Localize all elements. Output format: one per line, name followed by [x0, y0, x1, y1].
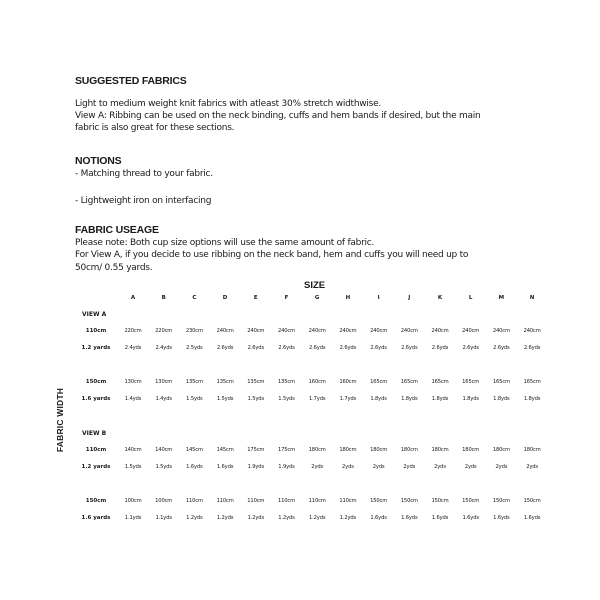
table-cell: 240cm [431, 328, 449, 334]
table-cell: 180cm [308, 447, 326, 453]
fabric-width-row-label: 150cm [85, 498, 107, 504]
table-cell: 110cm [277, 498, 296, 504]
fabric-width-row-label: 110cm [85, 328, 107, 334]
table-cell: 110cm [308, 498, 326, 504]
table-cell: 165cm [370, 379, 388, 385]
table-cell: 175cm [247, 447, 265, 453]
table-cell: 110cm [185, 498, 203, 504]
table-cell: 1.6yds [370, 515, 387, 521]
size-column-header: L [468, 295, 473, 301]
table-cell: 1.6yds [216, 464, 234, 470]
notions-heading: NOTIONS [75, 155, 122, 167]
fabric-width-row-label: 1.2 yards [81, 464, 111, 470]
size-column-header: C [192, 295, 197, 301]
table-cell: 2.6yds [247, 345, 265, 351]
table-cell: 140cm [124, 447, 142, 453]
size-column-header: H [345, 295, 351, 301]
table-cell: 1.6yds [462, 515, 479, 521]
table-cell: 175cm [277, 447, 296, 453]
table-cell: 2yds [526, 464, 538, 470]
suggested-fabrics-heading: SUGGESTED FABRICS [75, 75, 187, 87]
table-cell: 2yds [464, 464, 477, 470]
size-column-header: B [161, 295, 166, 301]
table-cell: 180cm [400, 447, 418, 453]
table-cell: 1.2yds [308, 515, 326, 521]
table-cell: 165cm [400, 379, 418, 385]
table-cell: 180cm [339, 447, 357, 453]
table-cell: 2.6yds [523, 345, 541, 351]
size-column-header: G [314, 295, 320, 301]
table-cell: 230cm [185, 328, 203, 334]
table-cell: 220cm [155, 328, 173, 334]
view-label: VIEW B [82, 430, 107, 437]
table-cell: 130cm [155, 379, 173, 385]
table-cell: 180cm [462, 447, 480, 453]
table-cell: 2.6yds [370, 345, 387, 351]
table-cell: 110cm [216, 498, 234, 504]
table-cell: 2.6yds [493, 345, 510, 351]
table-cell: 1.6yds [493, 515, 510, 521]
table-cell: 180cm [370, 447, 388, 453]
table-cell: 130cm [124, 379, 142, 385]
table-cell: 160cm [339, 379, 357, 385]
table-cell: 165cm [492, 379, 510, 385]
table-cell: 240cm [216, 328, 234, 334]
table-cell: 2.6yds [431, 345, 449, 351]
table-cell: 1.2yds [247, 515, 265, 521]
table-cell: 1.4yds [124, 396, 142, 402]
table-cell: 220cm [124, 328, 142, 334]
table-cell: 2yds [403, 464, 416, 470]
table-cell: 2.6yds [308, 345, 326, 351]
size-column-header: M [498, 295, 505, 301]
table-cell: 165cm [431, 379, 449, 385]
table-cell: 240cm [339, 328, 357, 334]
table-cell: 1.5yds [278, 396, 295, 402]
table-cell: 2.6yds [401, 345, 418, 351]
table-cell: 180cm [492, 447, 510, 453]
table-cell: 1.7yds [308, 396, 326, 402]
size-column-header: F [284, 295, 289, 301]
size-column-header: I [377, 295, 380, 301]
table-cell: 1.1yds [155, 515, 172, 521]
size-column-header: D [222, 295, 228, 301]
table-cell: 135cm [247, 379, 265, 385]
table-cell: 160cm [308, 379, 326, 385]
size-column-header: N [529, 295, 535, 301]
table-cell: 1.2yds [339, 515, 357, 521]
table-cell: 1.2yds [186, 515, 203, 521]
table-cell: 1.8yds [493, 396, 510, 402]
table-cell: 100cm [124, 498, 142, 504]
table-cell: 1.6yds [186, 464, 203, 470]
notions-item: - Lightweight iron on interfacing [75, 196, 212, 206]
table-cell: 150cm [523, 498, 541, 504]
table-cell: 1.8yds [401, 396, 418, 402]
table-cell: 1.8yds [431, 396, 449, 402]
size-column-header: K [437, 295, 443, 301]
fabric-width-row-label: 150cm [85, 379, 107, 385]
fabric-width-row-label: 1.6 yards [81, 515, 111, 521]
table-cell: 1.5yds [216, 396, 234, 402]
fabric-width-label: FABRIC WIDTH [55, 387, 65, 453]
suggested-fabrics-line-1: Light to medium weight knit fabrics with atleast 30% stretch widthwise. [75, 99, 381, 109]
table-cell: 1.7yds [339, 396, 357, 402]
table-cell: 2yds [372, 464, 385, 470]
table-cell: 240cm [400, 328, 418, 334]
table-cell: 100cm [155, 498, 173, 504]
table-cell: 2.6yds [462, 345, 479, 351]
table-cell: 1.6yds [431, 515, 449, 521]
table-cell: 1.6yds [401, 515, 418, 521]
table-cell: 2yds [342, 464, 354, 470]
fabric-width-row-label: 1.6 yards [81, 396, 111, 402]
table-cell: 1.9yds [247, 464, 265, 470]
table-cell: 135cm [216, 379, 234, 385]
table-cell: 1.5yds [247, 396, 265, 402]
suggested-fabrics-line-3: fabric is also great for these sections. [75, 123, 235, 133]
table-cell: 165cm [523, 379, 541, 385]
table-cell: 165cm [462, 379, 480, 385]
table-cell: 2.4yds [155, 345, 172, 351]
table-cell: 135cm [277, 379, 296, 385]
table-cell: 240cm [523, 328, 541, 334]
size-column-header: J [408, 295, 411, 301]
table-cell: 150cm [400, 498, 418, 504]
table-cell: 150cm [462, 498, 480, 504]
table-cell: 2.6yds [278, 345, 295, 351]
table-cell: 180cm [431, 447, 449, 453]
table-cell: 2yds [311, 464, 324, 470]
view-label: VIEW A [82, 311, 107, 318]
table-cell: 2.4yds [124, 345, 142, 351]
table-cell: 2yds [434, 464, 446, 470]
table-cell: 1.5yds [124, 464, 142, 470]
table-cell: 240cm [277, 328, 296, 334]
size-column-header: A [130, 295, 136, 301]
table-cell: 240cm [370, 328, 388, 334]
table-cell: 145cm [216, 447, 234, 453]
table-cell: 1.6yds [523, 515, 541, 521]
fabric-useage-heading: FABRIC USEAGE [75, 224, 159, 236]
table-cell: 240cm [308, 328, 326, 334]
fabric-useage-line-3: 50cm/ 0.55 yards. [75, 263, 153, 273]
table-cell: 1.8yds [523, 396, 541, 402]
notions-item: - Matching thread to your fabric. [75, 169, 213, 179]
table-cell: 110cm [247, 498, 265, 504]
table-cell: 1.5yds [155, 464, 172, 470]
size-column-header: E [253, 295, 258, 301]
table-cell: 180cm [523, 447, 541, 453]
fabric-width-row-label: 110cm [85, 447, 107, 453]
table-cell: 1.4yds [155, 396, 172, 402]
table-cell: 135cm [185, 379, 203, 385]
table-cell: 1.5yds [186, 396, 203, 402]
table-cell: 2yds [495, 464, 508, 470]
table-cell: 1.1yds [124, 515, 142, 521]
table-cell: 1.9yds [278, 464, 295, 470]
suggested-fabrics-line-2: View A: Ribbing can be used on the neck binding, cuffs and hem bands if desired, but the main [75, 111, 481, 121]
table-cell: 1.2yds [216, 515, 234, 521]
fabric-useage-line-2: For View A, if you decide to use ribbing on the neck band, hem and cuffs you will need up to [75, 250, 469, 260]
table-cell: 2.6yds [339, 345, 357, 351]
table-cell: 240cm [462, 328, 480, 334]
table-cell: 150cm [431, 498, 449, 504]
size-title: SIZE [304, 280, 326, 291]
table-cell: 1.8yds [370, 396, 387, 402]
table-cell: 1.2yds [278, 515, 295, 521]
table-cell: 145cm [185, 447, 203, 453]
table-cell: 240cm [492, 328, 510, 334]
table-cell: 110cm [339, 498, 357, 504]
table-cell: 150cm [370, 498, 388, 504]
table-cell: 2.5yds [186, 345, 203, 351]
fabric-useage-line-1: Please note: Both cup size options will use the same amount of fabric. [75, 238, 375, 248]
table-cell: 2.6yds [216, 345, 234, 351]
fabric-width-row-label: 1.2 yards [81, 345, 111, 351]
table-cell: 150cm [492, 498, 510, 504]
table-cell: 1.8yds [462, 396, 479, 402]
table-cell: 140cm [155, 447, 173, 453]
table-cell: 240cm [247, 328, 265, 334]
